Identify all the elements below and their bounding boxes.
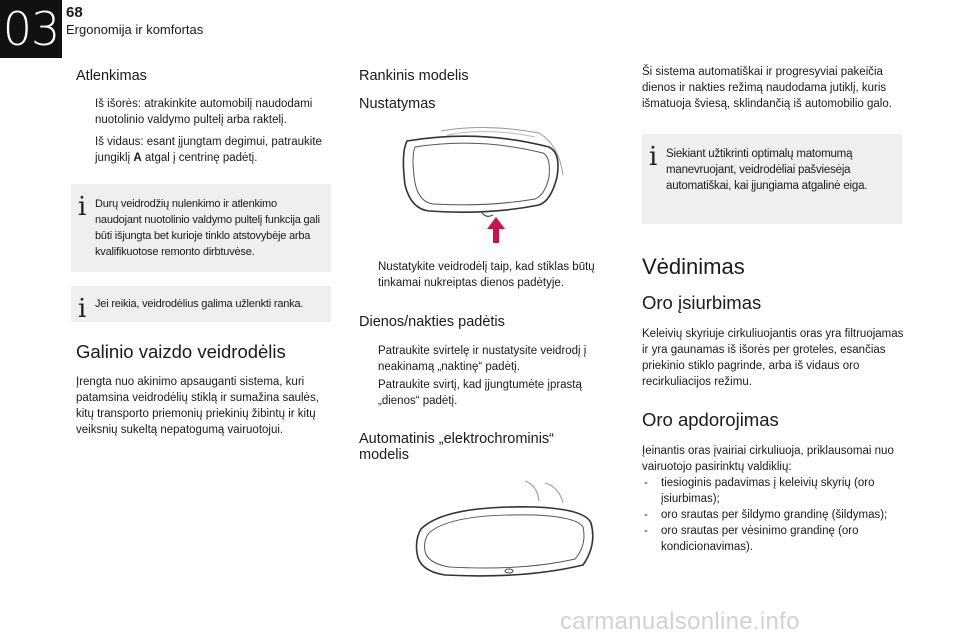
info-text: Durų veidrodžių nulenkimo ir atlenkimo naudojant nuotolinio valdymo pultelį funkcija gali būti išjungta bet kurioje tinklo atstovybėje arba kvalifikuotose remonto dirbtuvėse. — [95, 198, 320, 258]
dash-text: oro srautas per šildymo grandinę (šildymas); — [661, 509, 888, 521]
bullet-text: Iš išorės: atrakinkite automobilį naudodami nuotolinio valdymo pultelį arba raktelį. — [95, 98, 313, 126]
section-title: Ergonomija ir komfortas — [66, 22, 204, 37]
info-icon: i — [649, 142, 658, 172]
treatment-text: Įeinantis oras įvairiai cirkuliuoja, priklausomai nuo vairuotojo pasirinktų valdiklių: — [642, 445, 894, 473]
watermark: carmanualsonline.info — [560, 608, 800, 635]
bullet-item — [359, 343, 619, 375]
column-middle — [359, 58, 619, 583]
info-icon: i — [78, 192, 87, 222]
intake-text: Keleivių skyriuje cirkuliuojantis oras yra filtruojamas ir yra gaunamas iš išorės per groteles, esančias priekinio stiklo pagrinde, arba iš vidaus oro recirkuliacijos režimu. — [642, 328, 904, 388]
heading-ventilation: Vėdinimas — [642, 254, 745, 279]
heading-air-intake: Oro įsiurbimas — [642, 292, 762, 313]
mirror-glass — [425, 515, 585, 568]
bullet-text: Patraukite svirtelę ir nustatysite veidrodį į neakinamą „naktinę“ padėtį. — [378, 345, 587, 373]
dash-item — [642, 507, 906, 523]
system-text: Ši sistema automatiškai ir progresyviai pakeičia dienos ir nakties režimą naudodama jutiklį, kuris išmatuoja šviesą, sklindančią iš automobilio galo. — [642, 66, 892, 110]
dash-item — [642, 523, 906, 555]
heading-auto-model-line1: Automatinis „elektrochrominis“ — [359, 431, 555, 447]
dash-item — [642, 475, 906, 507]
info-icon: i — [78, 294, 87, 324]
heading-day-night: Dienos/nakties padėtis — [359, 314, 505, 330]
bullet-item — [76, 134, 338, 166]
switch-label: A — [133, 152, 142, 164]
column-left — [76, 58, 338, 438]
info-text: Jei reikia, veidrodėlius galima užlenkti ranka. — [95, 298, 304, 310]
bullet-text: Patraukite svirtį, kad įjungtumėte įprastą „dienos“ padėtį. — [378, 379, 582, 407]
mirror-glass — [413, 143, 549, 205]
heading-air-treatment: Oro apdorojimas — [642, 409, 779, 430]
dash-marker: - — [644, 509, 648, 521]
chapter-number: 03 — [0, 0, 62, 58]
heading-rearview-mirror: Galinio vaizdo veidrodėlis — [76, 341, 286, 362]
electrochromic-mirror-illustration — [405, 479, 605, 583]
bullet-item — [359, 259, 619, 291]
heading-folding: Atlenkimas — [76, 68, 147, 84]
column-right — [642, 58, 906, 555]
heading-manual-model: Rankinis modelis — [359, 68, 469, 84]
info-text: Siekiant užtikrinti optimalų matomumą manevruojant, veidrodėliai pašviesėja automatiškai, kai įjungiama atgalinė eiga. — [666, 148, 868, 192]
bullet-text: atgal į centrinę padėtį. — [141, 152, 258, 164]
mirror-mount-line — [525, 481, 539, 501]
heading-auto-model — [359, 431, 619, 463]
page-number: 68 — [66, 4, 83, 21]
bullet-text: Nustatykite veidrodėlį taip, kad stiklas būtų tinkamai nukreiptas dienos padėtyje. — [378, 261, 595, 289]
dash-marker: - — [644, 477, 648, 489]
dash-text: oro srautas per vėsinimo grandinę (oro kondicionavimas). — [661, 525, 859, 553]
info-box — [71, 286, 331, 322]
bullet-item — [76, 96, 338, 128]
pull-arrow-icon — [487, 217, 505, 243]
dash-text: tiesioginis padavimas į keleivių skyrių (oro įsiurbimas); — [661, 477, 875, 505]
dash-marker: - — [644, 525, 648, 537]
info-box — [642, 134, 902, 224]
bullet-item — [359, 377, 619, 409]
heading-adjustment: Nustatymas — [359, 96, 436, 112]
info-box — [71, 184, 331, 272]
manual-mirror-illustration — [389, 125, 569, 247]
heading-auto-model-line2: modelis — [359, 447, 409, 463]
rearview-text: Įrengta nuo akinimo apsauganti sistema, kuri patamsina veidrodėlių stiklą ir sumažina saulės, kitų transporto priemonių priekinių žibintų ir kitų veiksnių sukeltą nepatogumą vairuotojui. — [76, 376, 319, 436]
bullet-text: Iš vidaus: esant įjungtam degimui, patraukite jungiklį — [95, 136, 322, 164]
mirror-mount-line — [545, 483, 563, 503]
